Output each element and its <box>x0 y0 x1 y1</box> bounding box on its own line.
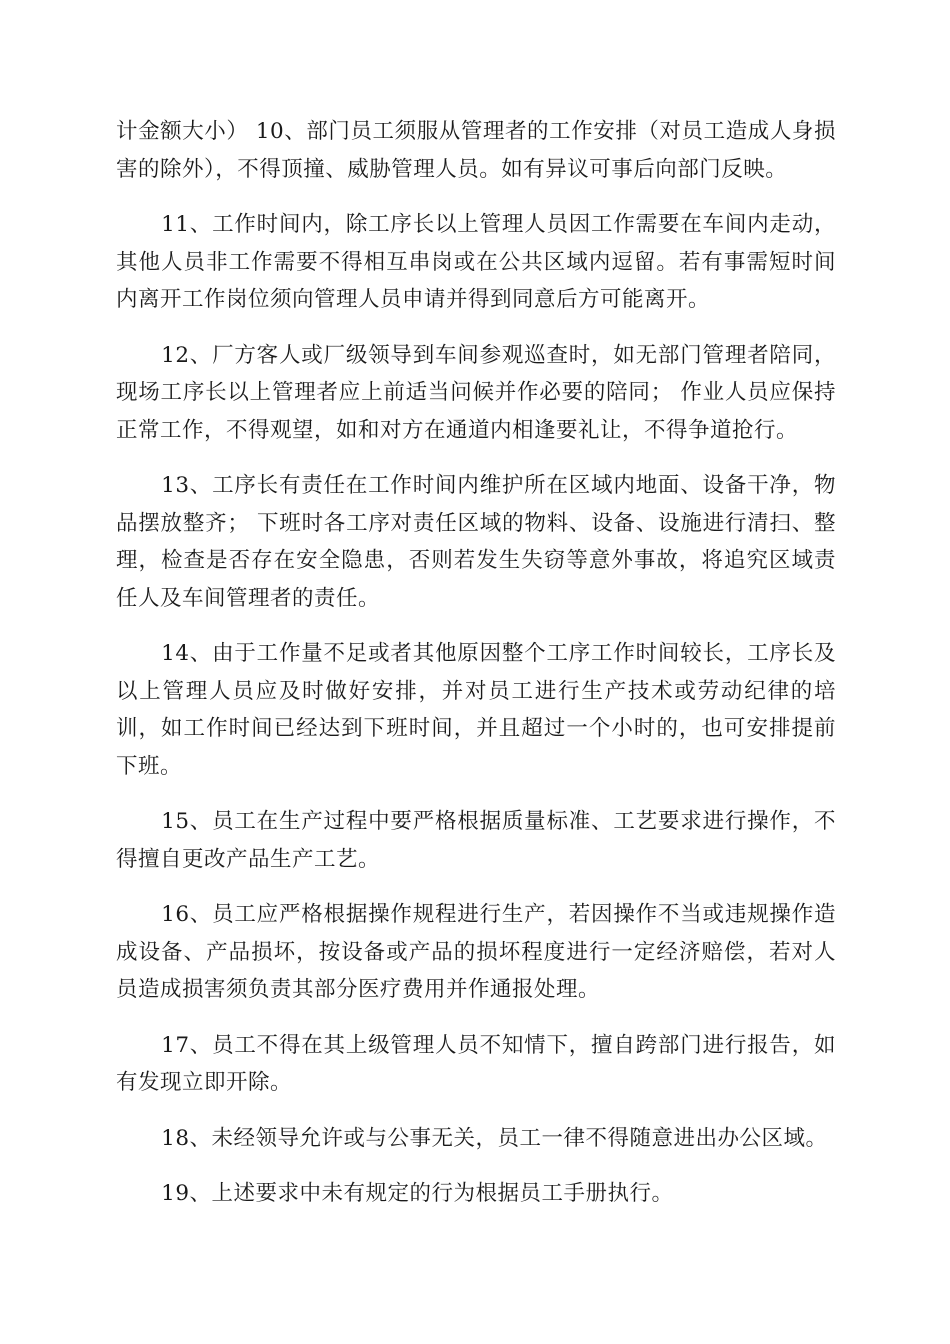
paragraph-rule-13: 13、工序长有责任在工作时间内维护所在区域内地面、设备干净，物品摆放整齐； 下班时各工序对责任区域的物料、设备、设施进行清扫、整理，检查是否存在安全隐患，否则若发生失窃等意外事故，将追究区域责任人及车间管理者的责任。 <box>116 473 836 611</box>
document-body <box>116 113 836 1231</box>
paragraph-rule-19: 19、上述要求中未有规定的行为根据员工手册执行。 <box>161 1181 674 1206</box>
paragraph-rule-16: 16、员工应严格根据操作规程进行生产，若因操作不当或违规操作造成设备、产品损坏，按设备或产品的损坏程度进行一定经济赔偿，若对人员造成损害须负责其部分医疗费用并作通报处理。 <box>116 902 836 1002</box>
paragraph-rule-18: 18、未经领导允许或与公事无关，员工一律不得随意进出办公区域。 <box>161 1125 828 1151</box>
paragraph-rule-14: 14、由于工作量不足或者其他原因整个工序工作时间较长，工序长及以上管理人员应及时做好安排，并对员工进行生产技术或劳动纪律的培训，如工作时间已经达到下班时间，并且超过一个小时的，也可安排提前下班。 <box>116 641 836 779</box>
paragraph-rule-11: 11、工作时间内，除工序长以上管理人员因工作需要在车间内走动，其他人员非工作需要不得相互串岗或在公共区域内逗留。若有事需短时间内离开工作岗位须向管理人员申请并得到同意后方可能离开。 <box>116 212 836 312</box>
paragraph-rule-17: 17、员工不得在其上级管理人员不知情下，擅自跨部门进行报告，如有发现立即开除。 <box>116 1032 836 1095</box>
paragraph-continuation-10: 计金额大小） 10、部门员工须服从管理者的工作安排（对员工造成人身损害的除外），不得顶撞、威胁管理人员。如有异议可事后向部门反映。 <box>116 119 836 182</box>
paragraph-rule-15: 15、员工在生产过程中要严格根据质量标准、工艺要求进行操作，不得擅自更改产品生产工艺。 <box>116 809 836 872</box>
paragraph-rule-12: 12、厂方客人或厂级领导到车间参观巡查时，如无部门管理者陪同，现场工序长以上管理者应上前适当问候并作必要的陪同； 作业人员应保持正常工作，不得观望，如和对方在通道内相逢要礼让，不得争道抢行。 <box>116 342 836 443</box>
